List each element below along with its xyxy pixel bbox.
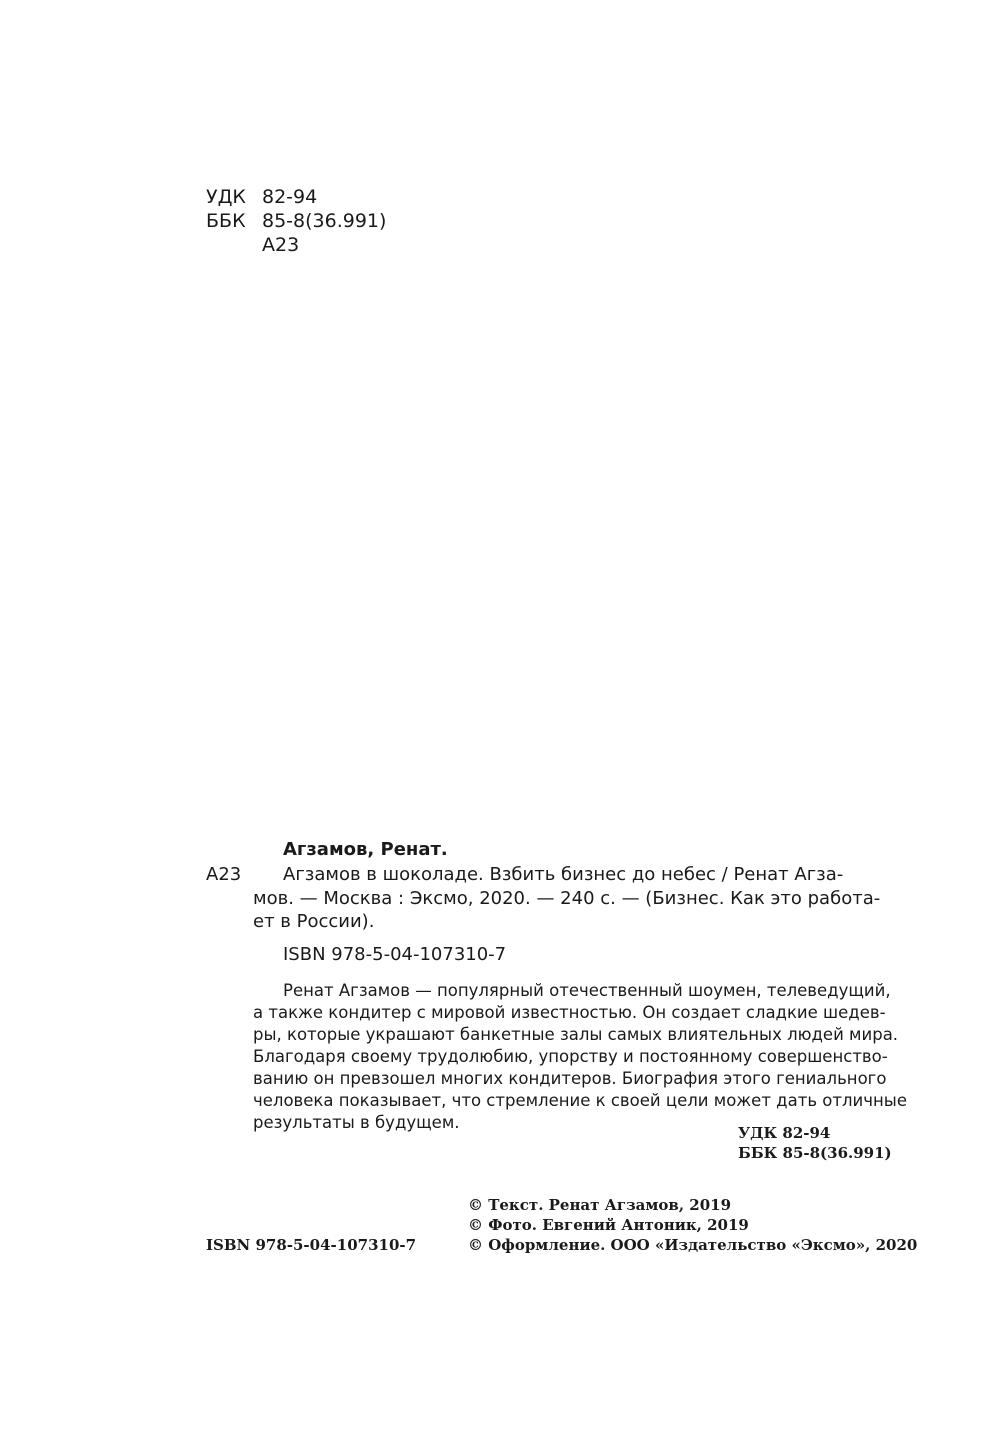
udk-code: УДК 82-94 [738, 1124, 831, 1142]
annotation-line: человека показывает, что стремление к своей цели может дать отличные [253, 1091, 907, 1110]
bbk-label: ББК [206, 210, 246, 232]
annotation-line: Благодаря своему трудолюбию, упорству и постоянному совершенство- [253, 1047, 888, 1066]
annotation-line: ванию он превзошел многих кондитеров. Биография этого гениального [253, 1069, 887, 1088]
annotation-line: а также кондитер с мировой известностью. Он создает сладкие шедев- [253, 1003, 886, 1022]
copyright-line: © Фото. Евгений Антоник, 2019 [468, 1216, 749, 1234]
udk-value: 82-94 [262, 186, 318, 208]
entry-author: Агзамов, Ренат. [283, 839, 448, 860]
author-mark: А23 [262, 234, 300, 256]
entry-line: мов. — Москва : Эксмо, 2020. — 240 с. — (Бизнес. Как это работа- [253, 888, 881, 909]
entry-isbn: ISBN 978-5-04-107310-7 [283, 944, 507, 965]
bbk-code: ББК 85-8(36.991) [738, 1144, 892, 1162]
copyright-line: © Оформление. ООО «Издательство «Эксмо», 2020 [468, 1236, 918, 1254]
entry-code: А23 [206, 864, 242, 885]
annotation-line: Ренат Агзамов — популярный отечественный шоумен, телеведущий, [283, 981, 891, 1000]
entry-line: ет в России). [253, 911, 375, 932]
copyright-line: © Текст. Ренат Агзамов, 2019 [468, 1196, 732, 1214]
udk-label: УДК [206, 186, 246, 208]
footer-isbn: ISBN 978-5-04-107310-7 [206, 1236, 417, 1254]
annotation-line: результаты в будущем. [253, 1113, 460, 1132]
annotation-line: ры, которые украшают банкетные залы самых влиятельных людей мира. [253, 1025, 899, 1044]
entry-line: Агзамов в шоколаде. Взбить бизнес до небес / Ренат Агза- [283, 864, 844, 885]
bbk-value: 85-8(36.991) [262, 210, 387, 232]
